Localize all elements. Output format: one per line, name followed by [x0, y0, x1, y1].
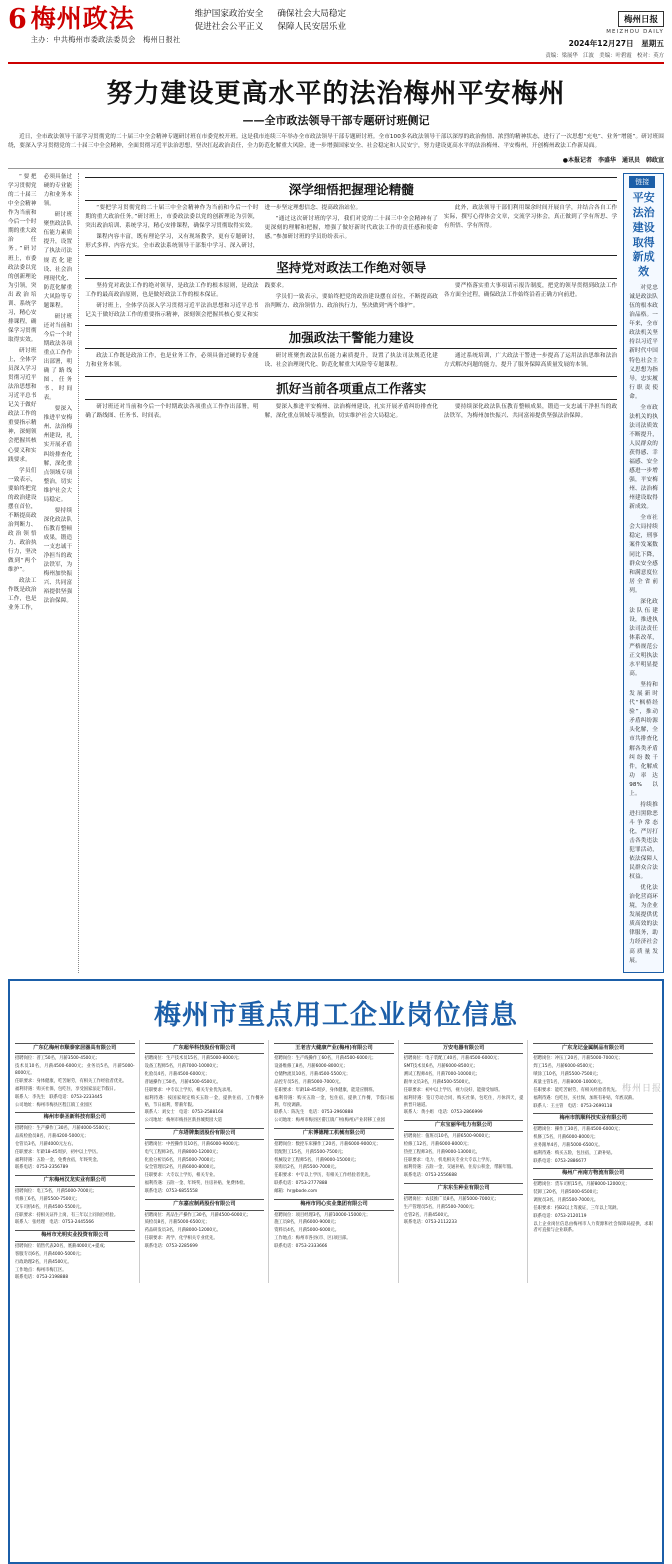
job-listing-line: 质量主管1名，月薪8000-10000元。	[533, 1080, 606, 1086]
s1-p3: “通过这次研讨班的学习，我们对党的二十届三中全会精神有了更深刻的理解和把握，增强了做好新时代政法工作的责任感和使命感。”参加研讨班的学员纷纷表示。	[264, 216, 438, 241]
job-listing-line: 药品研发员3名，月薪8000-12000元。	[144, 1228, 221, 1234]
employer-name: 梅州广州南方物流有限公司	[533, 1168, 653, 1180]
job-listing-line: 公司地址：梅州市梅县区程江镇工业园区	[15, 1102, 93, 1108]
job-listing-line: 任职要求：持B2以上驾驶证，三年以上驾龄。	[533, 1206, 621, 1212]
job-listing-line: 联系电话：0753-2285699	[144, 1244, 198, 1250]
employer-name: 广东塔牌集团股份有限公司	[145, 1128, 265, 1140]
job-listing-line: 招聘岗位：电子装配工40名，月薪4500-6000元；	[403, 1056, 502, 1062]
job-listing-line: 公司地址：梅州市梅县区新县城奥园大道	[144, 1118, 222, 1124]
job-listing-line: 福利待遇：签订劳动合同，购买社保，包吃住，月休四天，提供晋升通道。	[403, 1096, 524, 1108]
employer-name: 梅州市同心实业集团有限公司	[274, 1199, 394, 1211]
s1-p2: 课程内容丰富，既有理论学习，又有现场教学，更有专题研讨，形式多样、内容充实。全市政法系统领导干部集中学习、深入研讨，进一步坚定理想信念、提高政治站位。	[85, 205, 362, 250]
employer-name: 广东嘉应制药股份有限公司	[145, 1199, 265, 1211]
job-listing-line: 喷涂工10名，月薪5500-7500元；	[533, 1072, 601, 1078]
article-sidebar	[623, 173, 664, 973]
sb-p2: 全市政法机关的执法司法质效不断提升，人民群众的获得感、幸福感、安全感进一步增强，平安梅州、法治梅州建设取得新成效。	[629, 404, 659, 511]
job-listing-line: 招聘岗位：生产操作工30名，月薪4000-5500元；	[15, 1125, 113, 1131]
job-listing-line: 招聘岗位：数控车床操作工20名，月薪6000-9000元；	[274, 1141, 381, 1147]
job-listing-line: 仓管员3名，月薪4000元左右。	[15, 1141, 76, 1147]
job-listing-line: 施工员8名，月薪6000-9000元；	[274, 1220, 340, 1226]
sb-p7: 优化法治化营商环境，为企业发展提供优质高效的法律服务，助力经济社会高质量发展。	[629, 885, 659, 964]
job-listing-line: 工作地点：梅州市梅江区。	[15, 1267, 67, 1273]
job-listing-line: 联系人：陈先生 电话：0753-2960888	[274, 1110, 354, 1116]
job-listing-line: 联系电话：0753-2120119	[533, 1214, 587, 1220]
job-listing-line: 招聘岗位：药品生产操作工30名，月薪4500-6000元；	[144, 1212, 251, 1218]
job-listing-line: 福利待遇：五险一金、年终奖、住房补贴、免费体检。	[144, 1181, 248, 1187]
masthead-brand	[545, 6, 664, 59]
job-listing-line: 任职要求：初中以上学历，视力良好，能接受加班。	[403, 1088, 503, 1094]
section-heading-4: 抓好当前各项重点工作落实	[85, 376, 617, 400]
sidebar-body	[629, 284, 658, 965]
job-listing-line: 福利待遇：五险一金，免费食宿，年终奖金。	[15, 1157, 101, 1163]
jobs-column	[274, 1040, 399, 1284]
job-listing-line: 招聘岗位：冲压工20名，月薪5000-7000元；	[533, 1056, 623, 1062]
job-listing-line: 福利待遇：购买社保，包吃住，享受国家法定节假日。	[15, 1086, 119, 1092]
job-listing-line: 资料员4名，月薪5000-6000元。	[274, 1228, 340, 1234]
job-listing-line: 招聘岗位：中控操作员10名，月薪6000-9000元；	[144, 1141, 243, 1147]
jobs-columns	[15, 1040, 657, 1284]
left-para-7: 要深入推进平安梅州、法治梅州建设，扎实开展矛盾纠纷排查化解，深化重点领域专项整治，切实维护社会大局稳定。	[43, 406, 73, 503]
left-para-3: 学员们一致表示，要始终把党的政治建设摆在首位，不断提高政治判断力、政治领悟力、政治执行力，坚决做到“两个维护”。	[8, 467, 37, 574]
newspaper-logo: 梅州日报	[618, 11, 664, 27]
job-listing-line: 任职要求：电力、机电相关专业大专以上学历。	[403, 1157, 495, 1163]
job-listing-line: 联系人：刘女士 电话：0753-2588168	[144, 1110, 224, 1116]
job-listing-line: 福利待遇：购买五险一金，包住宿，提供工作餐，节假日福利，年度调薪。	[274, 1096, 394, 1108]
job-listing-line: 招聘岗位：项目经理3名，月薪10000-15000元；	[274, 1212, 371, 1218]
sb-p4: 深化政法队伍建设，推进执法司法责任体系改革，严格规范公正文明执法水平明显提高。	[629, 598, 659, 678]
jobs-column	[533, 1040, 657, 1284]
job-listing-line: 任职要求：身体健康，吃苦耐劳，有相关工作经验者优先。	[15, 1078, 127, 1084]
job-listing-line: 安全管理员2名，月薪6000-8000元。	[144, 1165, 219, 1171]
job-listing-line: 福利待遇：五险一金、交通补贴、住房公积金、带薪年假。	[403, 1165, 516, 1171]
job-listing-line: 任职要求：能吃苦耐劳，有相关经验者优先。	[533, 1088, 620, 1094]
article-headline: 努力建设更高水平的法治梅州平安梅州	[106, 79, 566, 109]
jobs-column	[15, 1040, 140, 1284]
job-listing-line: 任职要求：中专以上学历，相关专业优先录用。	[144, 1088, 235, 1094]
job-listing-line: 客服专员6名，月薪4000-5000元；	[15, 1251, 85, 1257]
job-listing-line: 业务跟单4名，月薪5000-6500元。	[533, 1143, 603, 1149]
job-listing-line: 电气工程师3名，月薪8000-12000元；	[144, 1149, 221, 1155]
job-listing-line: 设备维修工8名，月薪6000-8000元；	[274, 1064, 348, 1070]
job-listing-line: 招聘岗位：农技推广员8名，月薪5000-7000元；	[403, 1196, 499, 1202]
lead-paragraph: 近日，全市政法领导干部学习贯彻党的二十届三中全会精神专题研讨班在市委党校开班。这是我市连续三年举办全市政法领导干部专题研讨班。全市100多名政法领导干部以深厚的政治热情、浓烈的精神状态，进行了一次思想“充电”、业务“增能”。研讨班围绕，要深入学习贯彻党的二十届三中全会精神，全面贯彻习近平法治思想，坚决扛起政治责任，全力防范化解重大风险，进一步增强国家安全、社会稳定和人民安宁，努力建设更高水平的法治梅州、平安梅州，开创梅州政法工作新局面。	[8, 134, 664, 150]
s4-p2: 要深入推进平安梅州、法治梅州建设，扎实开展矛盾纠纷排查化解，深化重点领域专项整治，切实维护社会大局稳定。	[264, 403, 438, 419]
jobs-section	[8, 979, 664, 1564]
s4-p1: 研讨班还对当前和今后一个时期政法各项重点工作作出部署，明确了路线图、任务书、时间表。	[85, 403, 259, 419]
job-listing-line: 招聘岗位：销售代表20名，底薪4000元+提成；	[15, 1243, 109, 1249]
job-listing-line: 联系电话：0753-2333666	[274, 1244, 328, 1250]
employer-name: 王老吉大健康产业(梅州)有限公司	[274, 1043, 394, 1055]
editor-credit: 责编：梁展华 江波 美编：叶碧霞 校对：英方	[545, 53, 664, 59]
employer-name: 广东博德精工机械有限公司	[274, 1128, 394, 1140]
sb-p6: 持续推进扫黑除恶斗争常态化，严厉打击各类违法犯罪活动，依法保障人民群众合法权益。	[629, 801, 659, 881]
employer-name: 梅州市凯顺科技实业有限公司	[533, 1113, 653, 1125]
issue-date: 2024年12月27日 星期五	[568, 39, 664, 48]
slogan-3: 促进社会公平正义	[194, 22, 264, 33]
sb-p1: 对党忠诚是政法队伍的根本政治品格。一年来，全市政法机关坚持以习近平新时代中国特色社会主义思想为指导，忠实履行职责使命。	[629, 285, 659, 400]
job-listing-line: 联系电话：0753-2356789	[15, 1165, 69, 1171]
job-listing-line: 招聘岗位：生产线操作工60名，月薪4500-6000元；	[274, 1056, 377, 1062]
job-listing-line: 联系电话：0753-2112233	[403, 1220, 457, 1226]
job-listing-line: 质检员8名，月薪5000-6500元；	[144, 1220, 210, 1226]
section-heading-3: 加强政法干警能力建设	[85, 325, 617, 349]
job-listing-line: 福利待遇：包吃住，买社保，加班有补贴，年底双薪。	[533, 1096, 637, 1102]
left-para-5: 研讨班聚焦政法队伍能力素质提升，设置了执法司法规范化建设、社会治理现代化、防范化解重大风险等专题课程。	[43, 212, 73, 309]
job-listing-line: 福利待遇：购买五险，包住宿，工龄补贴。	[533, 1151, 616, 1157]
job-listing-line: 联系电话：0753-6855558	[144, 1189, 198, 1195]
newspaper-logo-en: MEIZHOU DAILY	[606, 29, 664, 35]
job-listing-line: 公司地址：梅州市梅县区畲江镇广州(梅州)产业转移工业园	[274, 1118, 385, 1124]
job-listing-line: 任职要求：药学、化学相关专业优先。	[144, 1236, 218, 1242]
section-body-3	[85, 352, 617, 372]
employer-name: 广东梅州汉龙实业有限公司	[15, 1175, 135, 1187]
job-listing-line: 仓储物流员10名，月薪4500-5500元；	[274, 1072, 351, 1078]
job-listing-line: 普通操作工50名，月薪4500-6500元。	[144, 1080, 221, 1086]
job-listing-line: 设备工程师5名，月薪7000-10000元；	[144, 1064, 221, 1070]
employer-name: 广东超华科技股份有限公司	[145, 1043, 265, 1055]
left-column-text	[8, 173, 72, 613]
s3-p3: 通过系统培训，广大政法干警进一步提高了运用法治思维和法治方式解决问题的能力，提升了服务保障高质量发展的本领。	[443, 352, 618, 368]
job-listing-line: 化验员4名，月薪4500-6000元；	[144, 1072, 210, 1078]
job-listing-line: 焊工15名，月薪6000-8500元；	[533, 1064, 597, 1070]
job-listing-line: 行政助理2名，月薪4500元。	[15, 1259, 72, 1265]
s2-p3: 学员们一致表示，要始终把党的政治建设摆在首位，不断提高政治判断力、政治领悟力、政治执行力，坚决做到“两个维护”。	[264, 294, 438, 310]
job-listing-line: 测试工程师4名，月薪7000-10000元；	[403, 1072, 480, 1078]
job-listing-line: 化验分析员6名，月薪5000-7000元；	[144, 1157, 219, 1163]
section-heading-2: 坚持党对政法工作绝对领导	[85, 255, 617, 279]
job-listing-line: 招聘岗位：货车司机15名，月薪8000-12000元；	[533, 1182, 630, 1188]
masthead	[8, 6, 664, 64]
job-listing-line: 招聘岗位：值班员10名，月薪6500-9000元；	[403, 1133, 493, 1139]
sidebar-tag: 链接	[629, 176, 655, 188]
slogan-4: 保障人民安居乐业	[277, 22, 347, 33]
s2-p4: 要严格落实重大事项请示报告制度，把党的领导贯彻到政法工作各方面全过程，确保政法工作始终沿着正确方向前进。	[443, 283, 618, 299]
job-listing-line: 联系人：张经理 电话：0753-2445566	[15, 1220, 94, 1226]
sb-p5: 坚持和发展新时代“枫桥经验”，推动矛盾纠纷源头化解，全市共排查化解各类矛盾纠纷数千件，化解成功率达98%以上。	[629, 682, 659, 797]
job-listing-line: 检修工12名，月薪6000-8000元；	[403, 1141, 472, 1147]
job-listing-line: SMT技术员6名，月薪6000-8500元；	[403, 1064, 478, 1070]
s2-p2: 研讨班上，全体学员深入学习贯彻习近平法治思想和习近平总书记关于做好政法工作的重要指示精神，深刻领会把握其核心要义和实践要求。	[85, 283, 288, 319]
section-body-1	[85, 204, 617, 251]
job-listing-line: 叉车司机4名，月薪4500-5500元。	[15, 1204, 85, 1210]
job-listing-line: 联系电话：0753-2777888	[274, 1181, 328, 1187]
article-body	[8, 173, 664, 973]
article-byline: ●本报记者 李盛华 通讯员 韩政宣	[562, 157, 664, 165]
job-listing-line: 任职要求：年龄18-45周岁，身体健康，能适应倒班。	[274, 1088, 377, 1094]
job-listing-line: 仓管2名，月薪4500元。	[403, 1212, 452, 1218]
s2-p1: 坚持党对政法工作的绝对领导，是政法工作的根本原则，是政法工作的最高政治原则，也是做好政法工作的根本保证。	[85, 283, 259, 299]
job-listing-line: 调度员3名，月薪5500-7000元。	[533, 1198, 599, 1204]
job-listing-line: 机械设计工程师5名，月薪9000-15000元；	[274, 1157, 359, 1163]
section-body-2	[85, 282, 617, 320]
s1-p4: 此外，政法领导干部们利用课余时间开展自学，并结合各自工作实际，撰写心得体会文章，交流学习体会，真正做到了学有所思、学有所悟、学有所得。	[443, 205, 618, 230]
left-para-2: 研讨班上，全体学员深入学习贯彻习近平法治思想和习近平总书记关于做好政法工作的重要指示精神，深刻领会把握其核心要义和实践要求。	[8, 347, 37, 463]
job-listing-line: 联系人：李先生 联系电话：0753-2233445	[15, 1094, 103, 1100]
employer-name: 广东宝丽华电力有限公司	[404, 1120, 524, 1132]
job-listing-line: 装卸工20名，月薪5000-6500元；	[533, 1190, 601, 1196]
s4-p3: 要持续深化政法队伍教育整顿成果，锻造一支忠诚干净担当的政法铁军，为梅州加快振兴、共同富裕提供坚强法治保障。	[443, 403, 618, 419]
section-publisher: 主办：中共梅州市委政法委员会 梅州日报社	[30, 35, 181, 45]
s1-p1: “要把学习贯彻党的二十届三中全会精神作为当前和今后一个时期的重大政治任务。”研讨班上，市委政法委以党的创新理论为引领，突出政治培训、系统学习，精心安排课程，确保学习贯彻取得实效。	[85, 205, 259, 230]
job-listing-line: 装配钳工15名，月薪5500-7500元；	[274, 1149, 347, 1155]
section-body-4	[85, 403, 617, 423]
job-listing-line: 任职要求：持相关证件上岗，有三年以上同岗位经验。	[15, 1212, 119, 1218]
section-title: 梅州政法	[30, 4, 135, 33]
left-para-1: “要把学习贯彻党的二十届三中全会精神作为当前和今后一个时期的重大政治任务。”研讨班上，市委政法委以党的创新理论为引领，突出政治培训、系统学习，精心安排课程，确保学习贯彻取得实效。	[8, 174, 37, 343]
job-listing-line: 联系电话：0753-2198888	[15, 1275, 69, 1281]
sidebar-title: 平安法治建设 取得新成效	[632, 191, 655, 279]
job-listing-line: 任职要求：中专以上学历，有相关工作经验者优先。	[274, 1173, 374, 1179]
article-center-column	[78, 173, 617, 973]
section-heading-1: 深学细悟把握理论精髓	[85, 177, 617, 201]
job-listing-line: 邮箱：hr@bode.com	[274, 1189, 318, 1195]
job-listing-line: 机修工5名，月薪6000-8000元；	[533, 1135, 599, 1141]
job-listing-line: 联系电话：0753-2556688	[403, 1173, 457, 1179]
job-listing-line: 跟单文员3名，月薪4500-5500元。	[403, 1080, 473, 1086]
masthead-slogans	[181, 6, 546, 35]
job-listing-line: 招聘岗位：操作工30名，月薪4500-6000元；	[533, 1127, 623, 1133]
employer-name: 梅州市泰圣新科技有限公司	[15, 1112, 135, 1124]
page-folio-number: 6	[8, 4, 27, 35]
job-listing-line: 技术员10名，月薪4500-6000元；业务员5名，月薪5000-8000元。	[15, 1064, 135, 1076]
job-listing-line: 招聘岗位：电工5名，月薪5000-7000元；	[15, 1188, 98, 1194]
left-para-4: 政法工作既是政治工作，也是业务工作，必须具备过硬的专业能力和业务本领。	[8, 174, 73, 612]
employer-name: 万安电器有限公司	[404, 1043, 524, 1055]
job-listing-line: 以上企业岗位信息由梅州市人力资源和社会保障局提供，求职者可直接与企业联系。	[533, 1221, 653, 1234]
slogan-1: 维护国家政治安全	[194, 9, 264, 19]
employer-name: 梅州市光明实业投资有限公司	[15, 1230, 135, 1242]
job-listing-line: 工作地点：梅州市各县(市、区)项目部。	[274, 1236, 351, 1242]
job-listing-line: 联系人：黄小姐 电话：0753-2866999	[403, 1110, 483, 1116]
jobs-column	[145, 1040, 270, 1284]
article-subheadline: ——全市政法领导干部专题研讨班侧记	[242, 114, 430, 127]
job-listing-line: 联系人：王主管 电话：0753-2699118	[533, 1104, 613, 1110]
job-listing-line: 生产管理员5名，月薪5500-7000元；	[403, 1204, 478, 1210]
job-listing-line: 品质检验员8名，月薪4200-5000元；	[15, 1133, 89, 1139]
s3-p2: 研讨班聚焦政法队伍能力素质提升，设置了执法司法规范化建设、社会治理现代化、防范化解重大风险等专题课程。	[264, 352, 438, 368]
article-left-column	[8, 173, 72, 973]
employer-name: 广东亿梅州市顺泰家居器具有限公司	[15, 1043, 135, 1055]
job-listing-line: 任职要求：大专以上学历，相关专业。	[144, 1173, 218, 1179]
left-para-8: 要持续深化政法队伍教育整顿成果，锻造一支忠诚干净担当的政法铁军，为梅州加快振兴、共同富裕提供坚强法治保障。	[43, 507, 73, 605]
masthead-title-block	[31, 6, 181, 45]
s3-p1: 政法工作既是政治工作，也是业务工作，必须具备过硬的专业能力和业务本领。	[85, 352, 259, 368]
employer-name: 广东东生种业有限公司	[404, 1183, 524, 1195]
job-listing-line: 福利待遇：按国家规定购买五险一金，提供住宿，工作餐补贴，节日福利，带薪年假。	[144, 1096, 265, 1108]
job-listing-line: 机修工6名，月薪5500-7500元；	[15, 1196, 80, 1202]
employer-name: 广东龙记金属制品有限公司	[533, 1043, 653, 1055]
slogan-2: 确保社会大局稳定	[277, 9, 347, 19]
job-listing-line: 招聘岗位：生产技术员15名，月薪5000-8000元；	[144, 1056, 243, 1062]
job-listing-line: 联系电话：0753-2886677	[533, 1159, 587, 1165]
job-listing-line: 招聘岗位：普工50名，月薪3500-4500元；	[15, 1056, 100, 1062]
article-lead	[8, 133, 664, 169]
left-para-6: 研讨班还对当前和今后一个时期政法各项重点工作作出部署，明确了路线图、任务书、时间表。	[43, 313, 73, 402]
sb-p3: 全市社会大局持续稳定，刑事案件发案数同比下降，群众安全感和满意度位居全省前列。	[629, 515, 659, 594]
watermark: 梅州日报	[621, 1084, 662, 1094]
jobs-column	[404, 1040, 529, 1284]
jobs-title: 梅州市重点用工企业岗位信息	[154, 999, 518, 1031]
job-listing-line: 采购员2名，月薪5500-7000元。	[274, 1165, 340, 1171]
job-listing-line: 热控工程师3名，月薪9000-13000元。	[403, 1149, 480, 1155]
job-listing-line: 任职要求：年龄18-45周岁，初中以上学历。	[15, 1149, 101, 1155]
sidebar-box	[623, 173, 664, 973]
job-listing-line: 品控专员5名，月薪5000-7000元。	[274, 1080, 344, 1086]
